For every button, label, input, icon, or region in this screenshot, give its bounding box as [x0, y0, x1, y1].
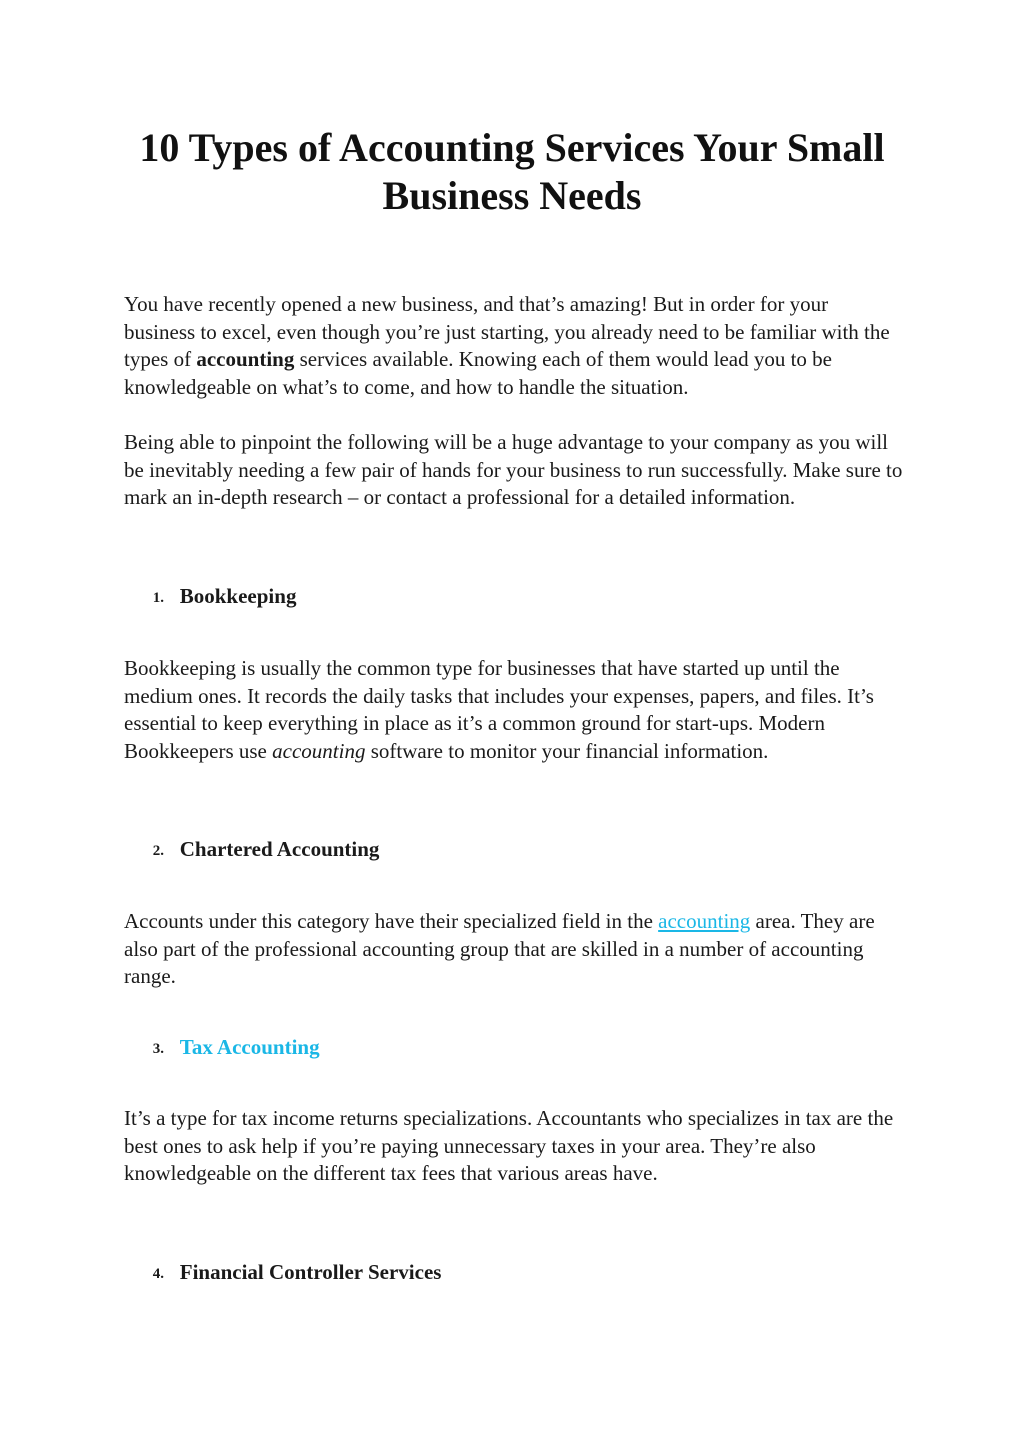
accounting-link[interactable]: accounting	[658, 909, 751, 933]
section-number: 2.	[152, 843, 164, 859]
section-body-bookkeeping	[124, 655, 904, 765]
intro-text-end: services available. Knowing each of them would lead you to be knowledgeable on what’s to come, and how to handle the situation.	[124, 347, 833, 399]
section-number: 4.	[152, 1266, 164, 1282]
section-heading-bookkeeping	[122, 583, 296, 612]
section-number: 3.	[152, 1041, 164, 1057]
intro-paragraph-2: Being able to pinpoint the following will be a huge advantage to your company as you will be inevitably needing a few pair of hands for your business to run successfully. Make sure to mark an in-depth research – or contact a professional for a detailed information.	[124, 430, 903, 510]
intro-text-start: You have recently opened a new business, and that’s amazing! But in order for your business to excel, even though you’re just starting, you already need to be familiar with the types of	[124, 292, 890, 372]
section-body-tax-accounting: It’s a type for tax income returns specializations. Accountants who specializes in tax are the best ones to ask help if you’re paying unnecessary taxes in your area. They’re also knowledgeable on the different tax fees that various areas have.	[124, 1106, 894, 1186]
section-heading-label: Chartered Accounting	[179, 837, 380, 861]
section-heading-label: Bookkeeping	[179, 584, 297, 608]
section-heading-tax-accounting	[122, 1034, 320, 1063]
section-body-italic-term: accounting	[272, 738, 366, 763]
section-heading-label: Financial Controller Services	[179, 1260, 442, 1284]
intro-bold-term: accounting	[196, 347, 295, 372]
section-body-text-end: area. They are also part of the professional accounting group that are skilled in a number of accounting range.	[124, 909, 875, 989]
section-body-text-start: Accounts under this category have their specialized field in the	[124, 909, 659, 933]
section-body-text-start: Bookkeeping is usually the common type for businesses that have started up until the medium ones. It records the daily tasks that includes your expenses, papers, and files. It’s essential to keep everything in place as it’s a common ground for start-ups. Modern Bookkeepers use	[124, 656, 874, 763]
tax-accounting-link[interactable]: Tax Accounting	[179, 1035, 320, 1059]
document-title: 10 Types of Accounting Services Your Small Business Needs	[139, 125, 885, 218]
section-heading-financial-controller	[122, 1259, 441, 1288]
intro-paragraph-1	[124, 291, 904, 401]
section-heading-chartered-accounting	[122, 836, 379, 865]
section-number: 1.	[152, 590, 164, 606]
section-body-text-end: software to monitor your financial information.	[365, 738, 769, 763]
section-body-chartered-accounting	[124, 908, 904, 991]
